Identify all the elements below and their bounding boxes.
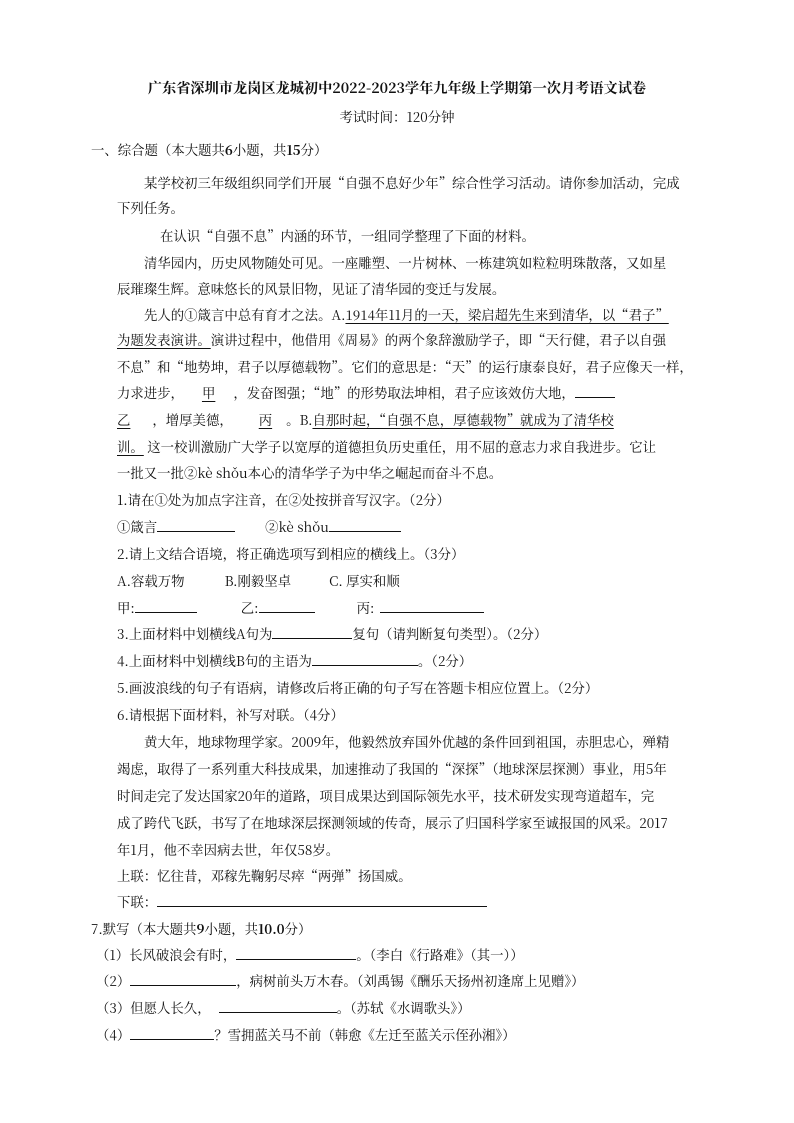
- passage-line-7: 为题发表演讲。演讲过程中，他借用《周易》的两个象辞激励学子，即“天行健，君子以自强: [117, 330, 667, 349]
- answer-blank[interactable]: [135, 598, 197, 613]
- intro-line-1: 某学校初三年级组织同学们开展“自强不息好少年”综合性学习活动。请你参加活动，完成: [144, 173, 680, 192]
- answer-blank[interactable]: [157, 517, 235, 532]
- q6-passage-line-2: 竭虑，取得了一系列重大科技成果，加速推动了我国的“深探”（地球深层探测）事业，用5年: [117, 759, 667, 778]
- passage-line-10: 乙 ，增厚美德， 丙 。B.自那时起，“自强不息，厚德载物”就成为了清华校: [117, 410, 614, 429]
- question-4: 4.上面材料中划横线B句的主语为 。（2分）: [117, 651, 473, 670]
- sentence-a: 1914年11月的一天，梁启超先生来到清华，以“君子”: [345, 305, 669, 324]
- answer-blank[interactable]: [259, 598, 315, 613]
- answer-blank[interactable]: [130, 971, 236, 986]
- q6-passage-line-4: 成了跨代飞跃，书写了在地球深层探测领域的传奇，展示了归国科学家至诚报国的风采。2017: [117, 813, 668, 832]
- passage-line-11: 训。 这一校训激励广大学子以宽厚的道德担负历史重任，用不屈的意志力求自我进步。它让: [117, 437, 657, 456]
- dictation-item-3: （3）但愿人长久， 。（苏轼《水调歌头》）: [96, 998, 471, 1017]
- question-2-blanks: 甲: 乙: 丙:: [117, 598, 484, 618]
- intro-line-3: 在认识“自强不息”内涵的环节，一组同学整理了下面的材料。: [160, 226, 535, 245]
- question-1-answers: ①箴言 ②kè shǒu: [117, 517, 401, 537]
- question-2: 2.请上文结合语境，将正确选项写到相应的横线上。（3分）: [117, 544, 465, 563]
- passage-line-9: 力求进步， 甲 ，发奋图强；“地”的形势取法坤相，君子应该效仿大地，: [117, 383, 615, 403]
- exam-time: 考试时间：120分钟: [339, 107, 455, 126]
- blank-line: [575, 383, 615, 398]
- question-2-options: A.容载万物 B.刚毅坚卓 C. 厚实和顺: [117, 571, 400, 590]
- blank-jia: 甲: [201, 383, 216, 402]
- intro-line-2: 下列任务。: [117, 198, 184, 217]
- passage-line-8: 不息”和“地势坤，君子以厚德载物”。它们的意思是：“天”的运行康泰良好，君子应像天一样，: [117, 357, 693, 376]
- answer-blank[interactable]: [157, 892, 487, 907]
- q6-passage-line-5: 年1月，他不幸因病去世，年仅58岁。: [117, 840, 340, 859]
- dictation-item-1: （1）长风破浪会有时， 。（李白《行路难》（其一））: [96, 945, 524, 964]
- dictation-item-2: （2） ，病树前头万木春。（刘禹锡《酬乐天扬州初逢席上见赠》）: [96, 971, 585, 990]
- answer-blank[interactable]: [312, 651, 418, 666]
- answer-blank[interactable]: [329, 517, 401, 532]
- sentence-a-end: 为题发表演讲。: [117, 330, 211, 349]
- intro-line-4: 清华园内，历史风物随处可见。一座雕塑、一片树林、一栋建筑如粒粒明珠散落，又如星: [144, 253, 667, 272]
- answer-blank[interactable]: [130, 1025, 214, 1040]
- answer-blank[interactable]: [219, 998, 337, 1013]
- sentence-b-end: 训。: [117, 437, 144, 456]
- question-3: 3.上面材料中划横线A句为 复句（请判断复句类型）。（2分）: [117, 624, 548, 643]
- passage-line-12: 一批又一批②kè shǒu本心的清华学子为中华之崛起而奋斗不息。: [117, 463, 503, 482]
- exam-title: 广东省深圳市龙岗区龙城初中2022-2023学年九年级上学期第一次月考语文试卷: [147, 78, 647, 98]
- couplet-upper: 上联：忆往昔，邓稼先鞠躬尽瘁“两弹”扬国威。: [117, 866, 412, 885]
- question-1: 1.请在①处为加点字注音，在②处按拼音写汉字。（2分）: [117, 490, 450, 509]
- intro-line-5: 辰璀璨生辉。意味悠长的风景旧物，见证了清华园的变迁与发展。: [117, 279, 506, 298]
- answer-blank[interactable]: [380, 598, 484, 613]
- answer-blank[interactable]: [236, 945, 356, 960]
- section-1-heading: 一、综合题（本大题共6小题，共15分）: [91, 140, 328, 159]
- q6-passage-line-1: 黄大年，地球物理学家。2009年，他毅然放弃国外优越的条件回到祖国，赤胆忠心，殚精: [144, 732, 670, 751]
- q6-passage-line-3: 时间走完了发达国家20年的道路，项目成果达到国际领先水平，技术研发实现弯道超车，完: [117, 786, 655, 805]
- dictation-item-4: （4） ？雪拥蓝关马不前（韩愈《左迁至蓝关示侄孙湘》）: [96, 1025, 516, 1044]
- section-7-heading: 7.默写（本大题共9小题，共10.0分）: [91, 919, 312, 938]
- blank-yi: 乙: [117, 410, 131, 429]
- couplet-lower: 下联：: [117, 892, 487, 912]
- answer-blank[interactable]: [272, 624, 352, 639]
- sentence-b: 自那时起，“自强不息，厚德载物”就成为了清华校: [312, 410, 614, 429]
- passage-line-6: 先人的①箴言中总有育才之法。A.1914年11月的一天，梁启超先生来到清华，以“君子”: [144, 305, 669, 324]
- question-6: 6.请根据下面材料，补写对联。（4分）: [117, 705, 344, 724]
- blank-bing: 丙: [258, 410, 273, 429]
- question-5: 5.画波浪线的句子有语病，请修改后将正确的句子写在答题卡相应位置上。（2分）: [117, 678, 599, 697]
